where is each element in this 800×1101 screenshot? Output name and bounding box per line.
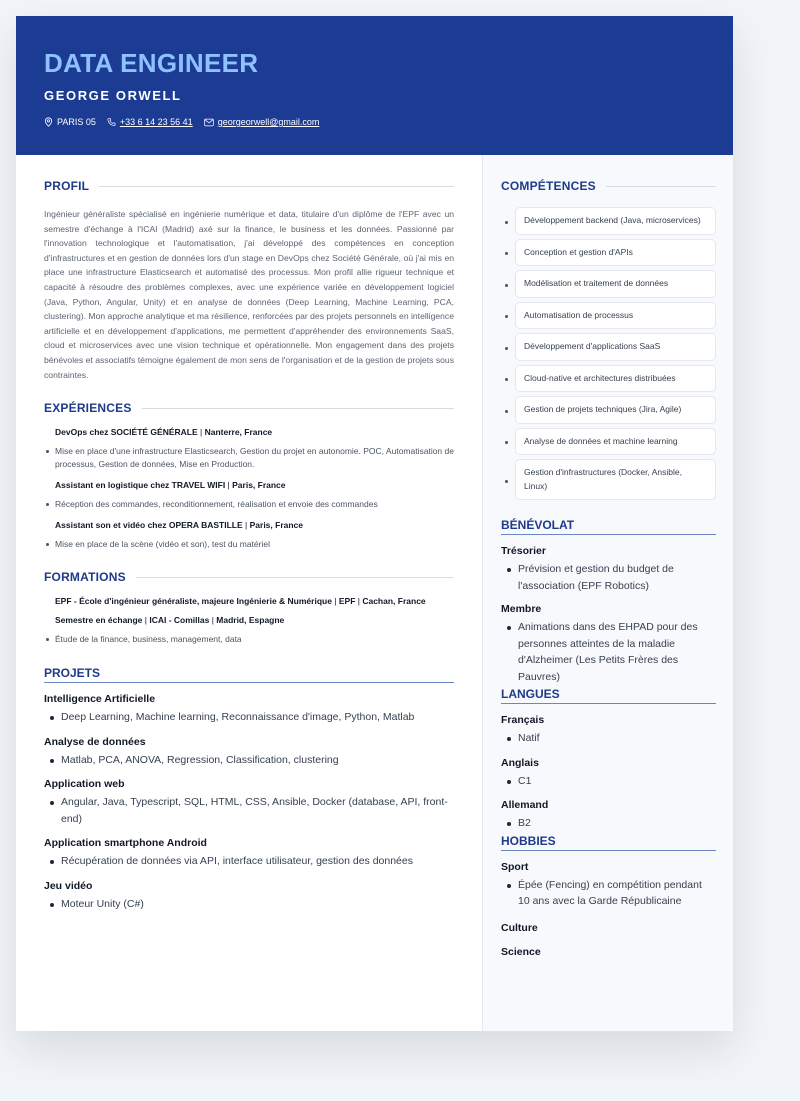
skill-item	[501, 459, 716, 500]
skills-heading	[501, 179, 716, 193]
language-level: C1	[501, 773, 716, 790]
formation-org: ICAI - Comillas	[149, 615, 210, 626]
projects-heading: PROJETS	[44, 666, 454, 683]
project-item	[44, 736, 454, 769]
heading-rule	[142, 408, 454, 409]
project-item	[44, 693, 454, 726]
project-title: Intelligence Artificielle	[44, 693, 156, 706]
volunteer-desc: Prévision et gestion du budget de l'association (EPF Robotics)	[501, 561, 716, 594]
profile-heading	[44, 179, 454, 193]
skill-chip: Développement backend (Java, microservices)	[515, 207, 716, 235]
main-column	[16, 155, 482, 1031]
project-title: Jeu vidéo	[44, 879, 93, 892]
experiences-heading	[44, 401, 454, 415]
language-title: Allemand	[501, 799, 549, 811]
experience-bullet: Mise en place d'une infrastructure Elasticsearch, Gestion du projet en autonomie. POC, Automatisation de processus, Gestion de données, Mise en Production.	[44, 445, 454, 471]
phone-icon	[107, 117, 116, 127]
formation-school: EPF - École d'ingénieur généraliste, majeure Ingénierie & Numérique	[55, 596, 332, 607]
hobby-title: Culture	[501, 921, 538, 934]
project-desc: Matlab, PCA, ANOVA, Regression, Classification, clustering	[44, 752, 454, 769]
skill-chip: Modélisation et traitement de données	[515, 270, 716, 298]
formation-school: Semestre en échange	[55, 615, 143, 626]
skill-item	[501, 333, 716, 361]
location-text: PARIS 05	[57, 117, 96, 127]
profile-heading-text: PROFIL	[44, 179, 90, 193]
volunteer-desc: Animations dans des EHPAD pour des personnes atteintes de la maladie d'Alzheimer (Les Petits Frères des Pauvres)	[501, 619, 716, 685]
project-item	[44, 880, 454, 913]
skill-item	[501, 207, 716, 235]
skill-chip: Gestion de projets techniques (Jira, Agile)	[515, 396, 716, 424]
phone-link[interactable]: +33 6 14 23 56 41	[119, 117, 193, 127]
experience-title: Assistant en logistique chez TRAVEL WIFI | Paris, France	[55, 480, 286, 491]
formations-heading	[44, 570, 454, 584]
hobby-desc: Épée (Fencing) en compétition pendant 10 ans avec la Garde Républicaine	[501, 877, 716, 910]
formation-bullet: Étude de la finance, business, management, data	[44, 633, 454, 646]
email-link[interactable]: georgeorwell@gmail.com	[217, 117, 320, 127]
contact-bar	[44, 117, 705, 127]
experience-bullet: Réception des commandes, reconditionnement, réalisation et envoie des commandes	[44, 498, 454, 511]
experience-bullet: Mise en place de la scène (vidéo et son), test du matériel	[44, 538, 454, 551]
skill-chip: Cloud-native et architectures distribuées	[515, 365, 716, 393]
heading-rule	[606, 186, 716, 187]
language-level: Natif	[501, 730, 716, 747]
mail-icon	[204, 118, 214, 127]
skill-chip: Conception et gestion d'APIs	[515, 239, 716, 267]
experience-place: Nanterre, France	[204, 427, 273, 438]
hobbies-heading: HOBBIES	[501, 834, 716, 851]
project-title: Application smartphone Android	[44, 837, 207, 850]
skills-heading-text: COMPÉTENCES	[501, 179, 596, 193]
formations-heading-text: FORMATIONS	[44, 570, 126, 585]
project-desc: Deep Learning, Machine learning, Reconnaissance d'image, Python, Matlab	[44, 709, 454, 726]
languages-heading: LANGUES	[501, 687, 716, 704]
skill-item	[501, 428, 716, 456]
skill-item	[501, 396, 716, 424]
formation-title: EPF - École d'ingénieur généraliste, majeure Ingénierie & Numérique | EPF | Cachan, France	[55, 596, 426, 607]
language-title: Français	[501, 714, 545, 726]
hobby-title: Science	[501, 945, 541, 958]
experience-role: Assistant son et vidéo chez OPERA BASTILLE	[55, 520, 243, 531]
heading-rule	[99, 186, 454, 187]
formation-place: Madrid, Espagne	[216, 615, 285, 626]
formation-title: Semestre en échange | ICAI - Comillas | Madrid, Espagne	[55, 615, 285, 626]
experience-role: Assistant en logistique chez TRAVEL WIFI	[55, 480, 226, 491]
project-desc: Moteur Unity (C#)	[44, 896, 454, 913]
experience-role: DevOps chez SOCIÉTÉ GÉNÉRALE	[55, 427, 198, 438]
experience-item	[44, 480, 454, 511]
resume-page	[16, 16, 733, 1031]
project-title: Application web	[44, 778, 125, 791]
skill-item	[501, 270, 716, 298]
project-title: Analyse de données	[44, 735, 146, 748]
formation-org: EPF	[338, 596, 356, 607]
volunteer-title: Membre	[501, 603, 542, 615]
skill-chip: Gestion d'infrastructures (Docker, Ansible, Linux)	[515, 459, 716, 500]
experiences-heading-text: EXPÉRIENCES	[44, 401, 132, 416]
skill-chip: Automatisation de processus	[515, 302, 716, 330]
experience-item	[44, 520, 454, 551]
contact-location	[44, 117, 96, 127]
skills-list	[501, 207, 716, 500]
experience-title: DevOps chez SOCIÉTÉ GÉNÉRALE | Nanterre, France	[55, 427, 273, 438]
skill-chip: Développement d'applications SaaS	[515, 333, 716, 361]
heading-rule	[136, 577, 454, 578]
job-title: DATA ENGINEER	[44, 48, 259, 78]
experience-title: Assistant son et vidéo chez OPERA BASTILLE | Paris, France	[55, 520, 303, 531]
skill-item	[501, 365, 716, 393]
contact-phone[interactable]	[107, 117, 193, 127]
skill-chip: Analyse de données et machine learning	[515, 428, 716, 456]
skill-item	[501, 302, 716, 330]
location-pin-icon	[44, 117, 53, 127]
project-item	[44, 837, 454, 870]
person-name: GEORGE ORWELL	[44, 88, 182, 103]
language-level: B2	[501, 815, 716, 832]
project-desc: Angular, Java, Typescript, SQL, HTML, CSS, Ansible, Docker (database, API, front-end)	[44, 794, 454, 827]
language-title: Anglais	[501, 756, 539, 769]
resume-header	[16, 16, 733, 155]
sidebar-column	[482, 155, 733, 1031]
project-item	[44, 778, 454, 827]
contact-email[interactable]	[204, 117, 320, 127]
formation-place: Cachan, France	[362, 596, 426, 607]
experience-place: Paris, France	[249, 520, 303, 531]
volunteer-heading: BÉNÉVOLAT	[501, 518, 716, 535]
skill-item	[501, 239, 716, 267]
experience-item	[44, 427, 454, 471]
volunteer-title: Trésorier	[501, 545, 546, 557]
experience-place: Paris, France	[232, 480, 286, 491]
hobby-title: Sport	[501, 860, 529, 873]
project-desc: Récupération de données via API, interface utilisateur, gestion des données	[44, 853, 454, 870]
profile-text: Ingénieur généraliste spécialisé en ingénierie numérique et data, titulaire d'un diplôme de l'EPF avec un semestre d'échange à l'ICAI (Madrid) axé sur la finance, le business et les données. Passionné par l'innovation technologique et l'automatisation, j'ai développé des compétences en conception d'infrastructures et en gestion de données lors d'un stage en DevOps chez Société Générale, où j'ai mis en place une infrastructure Elasticsearch et automatisé des processus. Mon profil allie rigueur technique et capacité à résoudre des problèmes complexes, avec une expérience variée en développement logiciel (Java, Python, Angular, Unity) et en analyse de données (Deep Learning, Machine Learning, PCA, clustering). Mon approche analytique et ma résilience, renforcées par des projets personnels en intelligence artificielle et en développement d'applications, me permettent d'appréhender des environnements SaaS, cloud et microservices avec une vision technique et opérationnelle. Mon engagement dans des projets bénévoles et associatifs témoigne également de mon sens de l'organisation et de la gestion de projets sous contraintes.	[44, 209, 454, 380]
